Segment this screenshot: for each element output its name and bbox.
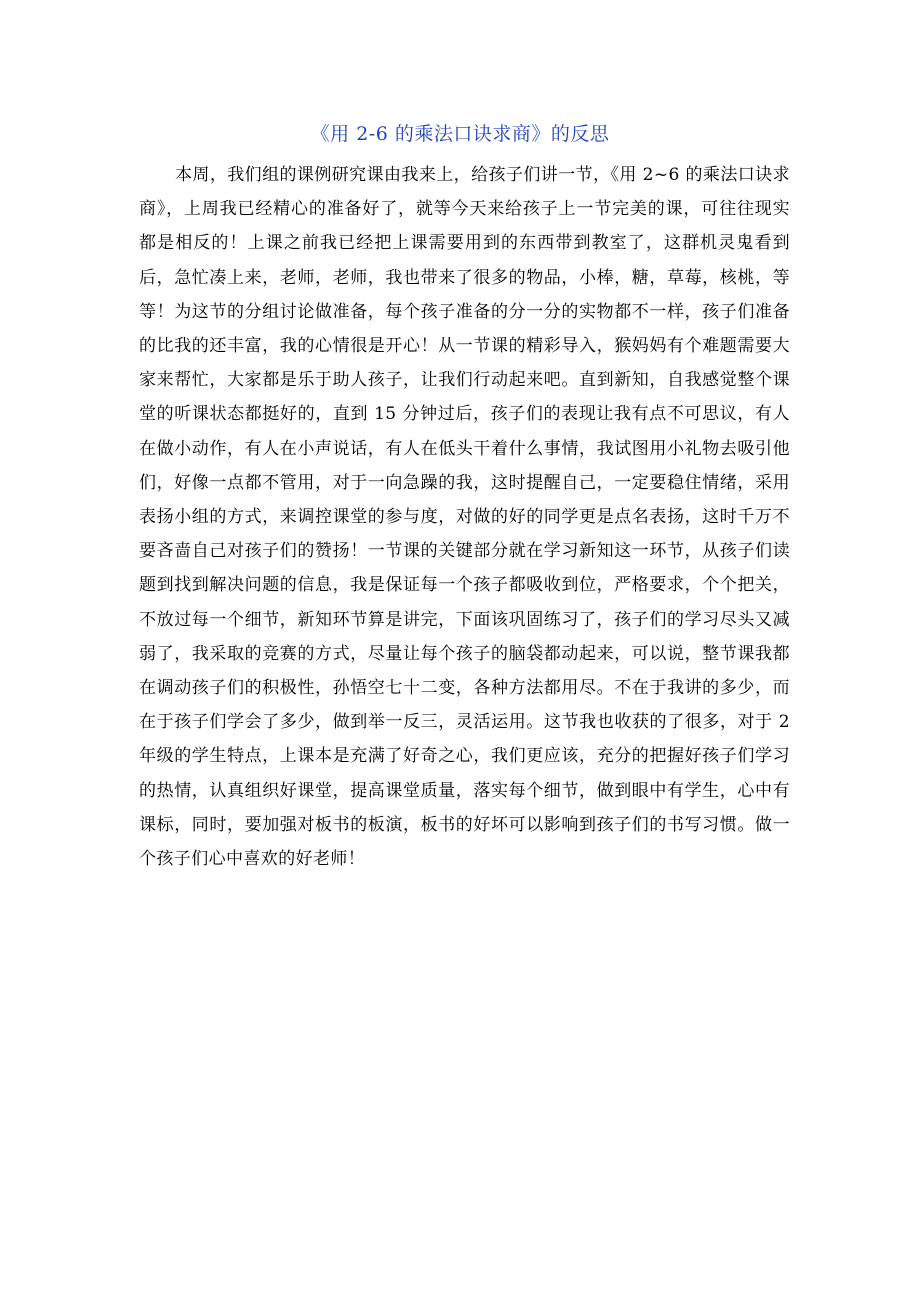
body-paragraph: 本周，我们组的课例研究课由我来上，给孩子们讲一节，《用 2~6 的乘法口诀求商》，上周我已经精心的准备好了，就等今天来给孩子上一节完美的课，可往往现实都是相反的！上课之前我已经把上课需要用到的东西带到教室了，这群机灵鬼看到后，急忙凑上来，老师，老师，我也带来了很多的物品，小棒，糖，草莓，核桃，等等！为这节的分组讨论做准备，每个孩子准备的分一分的实物都不一样，孩子们准备的比我的还丰富，我的心情很是开心！从一节课的精彩导入，猴妈妈有个难题需要大家来帮忙，大家都是乐于助人孩子，让我们行动起来吧。直到新知，自我感觉整个课堂的听课状态都挺好的，直到 15 分钟过后，孩子们的表现让我有点不可思议，有人在做小动作，有人在小声说话，有人在低头干着什么事情，我试图用小礼物去吸引他们，好像一点都不管用，对于一向急躁的我，这时提醒自己，一定要稳住情绪，采用表扬小组的方式，来调控课堂的参与度，对做的好的同学更是点名表扬，这时千万不要吝啬自己对孩子们的赞扬！一节课的关键部分就在学习新知这一环节，从孩子们读题到找到解决问题的信息，我是保证每一个孩子都吸收到位，严格要求，个个把关，不放过每一个细节，新知环节算是讲完，下面该巩固练习了，孩子们的学习尽头又减弱了，我采取的竞赛的方式，尽量让每个孩子的脑袋都动起来，可以说，整节课我都在调动孩子们的积极性，孙悟空七十二变，各种方法都用尽。不在于我讲的多少，而在于孩子们学会了多少，做到举一反三，灵活运用。这节我也收获的了很多，对于 2 年级的学生特点，上课本是充满了好奇之心，我们更应该，充分的把握好孩子们学习的热情，认真组织好课堂，提高课堂质量，落实每个细节，做到眼中有学生，心中有课标，同时，要加强对板书的板演，板书的好坏可以影响到孩子们的书写习惯。做一个孩子们心中喜欢的好老师！ — [139, 165, 790, 870]
document-title: 《用 2-6 的乘法口诀求商》的反思 — [310, 123, 610, 145]
